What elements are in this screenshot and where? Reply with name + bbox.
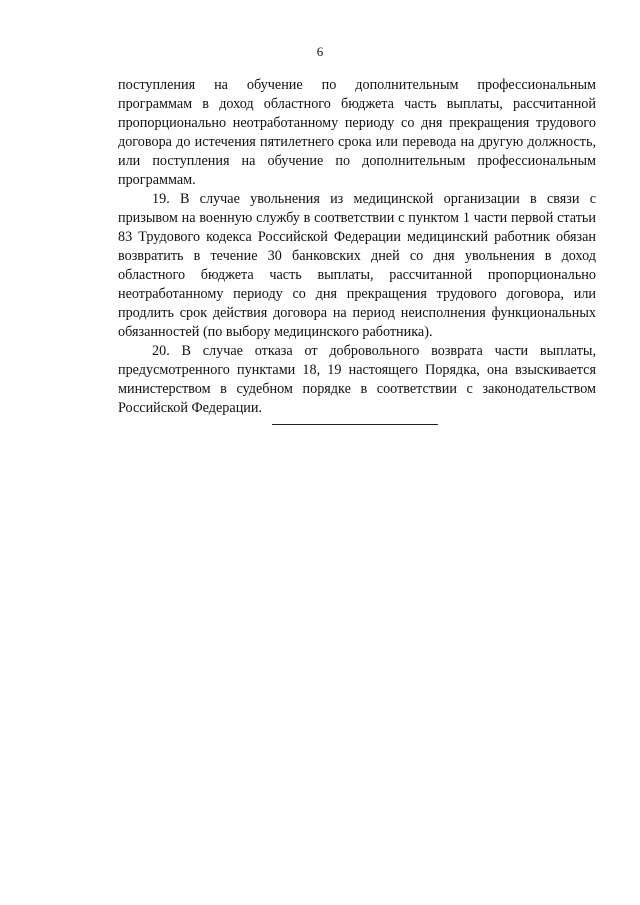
page-number: 6 — [316, 44, 324, 59]
paragraph-item-19: 19. В случае увольнения из медицинской организации в связи с призывом на военную службу в соответствии с пунктом 1 части первой статьи 83 Трудового кодекса Российской Федерации медицинский работник обязан возвратить в течение 30 банковских дней со дня увольнения в доход областного бюджета часть выплаты, рассчитанной пропорционально неотработанному периоду со дня прекращения трудового договора, или продлить срок действия договора на период неисполнения функциональных обязанностей (по выбору медицинского работника). — [118, 191, 596, 340]
paragraph-item-20: 20. В случае отказа от добровольного возврата части выплаты, предусмотренного пунктами 18, 19 настоящего Порядка, она взыскивается министерством в судебном порядке в соответствии с законодательством Российской Федерации. — [118, 343, 596, 416]
paragraph-continuation: поступления на обучение по дополнительным профессиональным программам в доход областного бюджета часть выплаты, рассчитанной пропорционально неотработанному периоду со дня прекращения трудового договора до истечения пятилетнего срока или перевода на другую должность, или поступления на обучение по дополнительным профессиональным программам. — [118, 77, 596, 188]
document-body — [118, 76, 596, 418]
end-of-document-rule — [272, 424, 438, 425]
